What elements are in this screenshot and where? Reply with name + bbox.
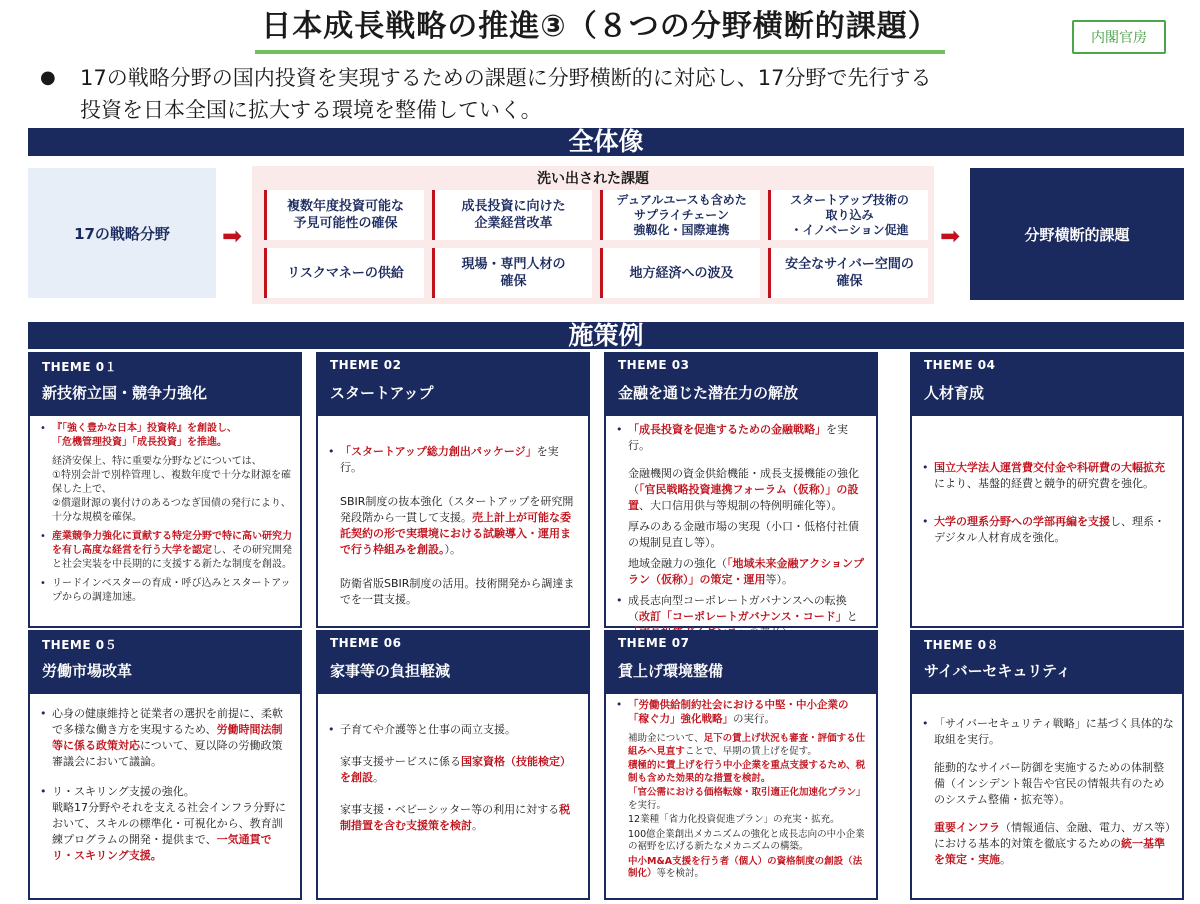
theme-name: 労働市場改革	[42, 662, 133, 680]
theme-card-07	[604, 630, 878, 900]
issue-item: 地方経済への波及	[600, 248, 760, 298]
card-body: • 心身の健康維持と従業者の選択を前提に、柔軟で多様な働き方を実現するため、労働時間法制等に係る政策対応について、夏以降の労働政策審議会において議論。 • リ・スキリング支援の強化。 戦略17分野やそれを支える社会インフラ分野において、スキルの標準化・可視化から、教育訓練プログラムの開発・提供まで、一気通貫でリ・スキリング支援。	[30, 694, 300, 875]
measures-band: 施策例	[28, 322, 1184, 349]
theme-card-04	[910, 352, 1184, 628]
card-header	[318, 632, 588, 694]
theme-name: サイバーセキュリティ	[924, 662, 1071, 680]
card-body: • 「サイバーセキュリティ戦略」に基づく具体的な取組を実行。 能動的なサイバー防御を実施するための体制整備（インシデント報告や官民の情報共有のためのシステム整備・拡充等）。 重要インフラ（情報通信、金融、電力、ガス等）における基本的対策を徹底するための統一基準を策定・実施。	[912, 694, 1182, 879]
card-header	[30, 632, 300, 694]
theme-number: THEME 03	[618, 358, 690, 372]
issues-panel	[252, 166, 934, 304]
theme-number: THEME 0８	[924, 638, 1000, 652]
theme-number: THEME 07	[618, 636, 690, 650]
card-header	[912, 354, 1182, 416]
card-body: • 「労働供給制約社会における中堅・中小企業の「稼ぐ力」強化戦略」の実行。 補助金について、足下の賃上げ状況も審査・評価する仕組みへ見直すことで、早期の賃上げを促す。 積極的に賃上げを行う中小企業を重点支援するため、税制も含めた効果的な措置を検討。 「官公需における価格転嫁・取引適正化加速化プラン」を実行。 12業種「省力化投資促進プラン」の充実・拡充。 100億企業創出メカニズムの強化と成長志向の中小企業の裾野を広げる新たなメカニズムの構築。 中小M&A支援を行う者（個人）の資格制度の創設（法制化）等を検討。	[606, 694, 876, 887]
issue-item: 現場・専門人材の 確保	[432, 248, 592, 298]
theme-name: スタートアップ	[330, 384, 434, 402]
card-header	[30, 354, 300, 416]
right-arrow-icon: ➡	[222, 222, 243, 250]
card-body: • 「スタートアップ総力創出パッケージ」を実行。 SBIR制度の抜本強化（スタートアップを研究開発段階から一貫して支援。売上計上が可能な委託契約の形で実環境における試験導入・運用まで行う枠組みを創設。）。 防衛省版SBIR制度の活用。技術開発から調達までを一貫支援。	[318, 416, 588, 619]
theme-number: THEME 04	[924, 358, 996, 372]
issue-item: 複数年度投資可能な 予見可能性の確保	[264, 190, 424, 240]
issue-item: スタートアップ技術の 取り込み ・イノベーション促進	[768, 190, 928, 240]
lead-line-2: 投資を日本全国に拡大する環境を整備していく。	[80, 98, 542, 122]
theme-card-06	[316, 630, 590, 900]
theme-card-01	[28, 352, 302, 628]
issue-item: 安全なサイバー空間の 確保	[768, 248, 928, 298]
theme-number: THEME 06	[330, 636, 402, 650]
theme-name: 金融を通じた潜在力の解放	[618, 384, 799, 402]
theme-card-05	[28, 630, 302, 900]
theme-name: 人材育成	[924, 384, 985, 402]
card-body: • 国立大学法人運営費交付金や科研費の大幅拡充により、基盤的経費と競争的研究費を強化。 • 大学の理系分野への学部再編を支援し、理系・デジタル人材育成を強化。	[912, 416, 1182, 557]
issue-item: 成長投資に向けた 企業経営改革	[432, 190, 592, 240]
theme-number: THEME 0１	[42, 360, 118, 374]
issues-title: 洗い出された課題	[537, 171, 649, 187]
theme-number: THEME 02	[330, 358, 402, 372]
theme-card-03	[604, 352, 878, 628]
org-badge: 内閣官房	[1072, 20, 1166, 54]
card-body: • 子育てや介護等と仕事の両立支援。 家事支援サービスに係る国家資格（技能検定）を創設。 家事支援・ベビーシッター等の利用に対する税制措置を含む支援策を検討。	[318, 694, 588, 845]
page-title: 日本成長戦略の推進③（８つの分野横断的課題）	[255, 8, 944, 54]
card-header	[606, 632, 876, 694]
card-header	[606, 354, 876, 416]
title-wrap	[0, 8, 1200, 54]
overview-band: 全体像	[28, 128, 1184, 156]
issue-item: デュアルユースも含めた サプライチェーン 強靱化・国際連携	[600, 190, 760, 240]
theme-number: THEME 0５	[42, 638, 118, 652]
destination-box: 分野横断的課題	[970, 168, 1184, 300]
issue-item: リスクマネーの供給	[264, 248, 424, 298]
lead-line-1: 17の戦略分野の国内投資を実現するための課題に分野横断的に対応し、17分野で先行する	[80, 66, 932, 90]
theme-name: 新技術立国・競争力強化	[42, 384, 208, 402]
source-box: 17の戦略分野	[28, 168, 216, 298]
theme-name: 家事等の負担軽減	[330, 662, 451, 680]
lead-statement	[40, 62, 1150, 126]
card-header	[318, 354, 588, 416]
theme-card-08	[910, 630, 1184, 900]
right-arrow-icon: ➡	[940, 222, 961, 250]
card-body: • 『「強く豊かな日本」投資枠』を創設し、 「危機管理投資」「成長投資」を推進。 経済安保上、特に重要な分野などについては、 ①特別会計で別枠管理し、複数年度で十分な財源を確保した上で、 ②償還財源の裏付けのあるつなぎ国債の発行により、十分な規模を確保。 • 産業競争力強化に貢献する特定分野で特に高い研究力を有し高度な経営を行う大学を認定し、その研究開発と社会実装を中長期的に支援する新たな制度を創設。 • リードインベスターの育成・呼び込みとスタートアップからの調達加速。	[30, 416, 300, 616]
theme-card-02	[316, 352, 590, 628]
theme-name: 賃上げ環境整備	[618, 662, 724, 680]
card-body: • 「成長投資を促進するための金融戦略」を実行。 金融機関の資金供給機能・成長支援機能の強化（「官民戦略投資連携フォーラム（仮称）」の設置、大口信用供与等規制の特例明確化等）。 厚みのある金融市場の実現（小口・低格付社債の規制見直し等）。 地域金融力の強化（「地域未来金融アクションプラン（仮称）」の策定・運用等）。 • 成長志向型コーポレートガバナンスへの転換（改訂「コーポレートガバナンス・コード」と	[606, 416, 876, 652]
card-header	[912, 632, 1182, 694]
bullet-icon: ●	[40, 67, 56, 88]
